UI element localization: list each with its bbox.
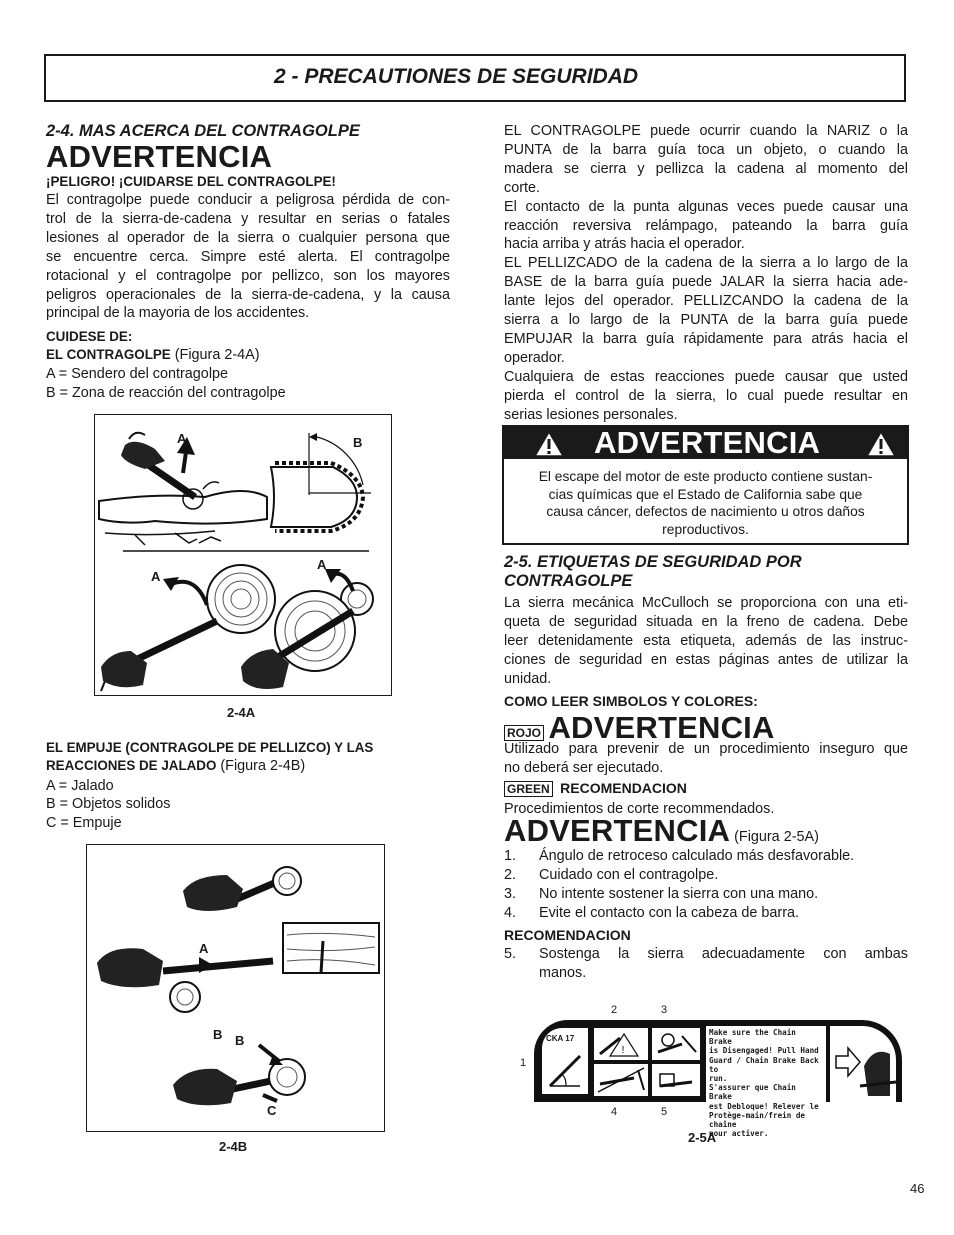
text-line: hacia arriba y atrás hacia el operador.	[504, 236, 745, 253]
legend-jalado: A = Jalado	[46, 778, 114, 794]
figure-2-4b	[86, 844, 385, 1154]
text-line: run.	[709, 1074, 728, 1084]
callout-number: 3	[661, 1004, 668, 1016]
figure-label: C	[267, 1103, 277, 1118]
callout-number: 4	[611, 1106, 618, 1118]
text-line: El contacto de la punta algunas veces puede causar una	[504, 198, 908, 215]
figure-ref: (Figura 2-5A)	[730, 829, 819, 845]
california-warning-box	[502, 425, 909, 545]
text-line: El contragolpe puede conducir a peligrosa pérdida de con-	[46, 192, 450, 208]
text-line: se encuentre cerca. Simpre esté alerta. El contragolpe	[46, 248, 450, 265]
advertencia-heading-3: ADVERTENCIA	[504, 813, 731, 848]
figure-caption: 2-4A	[227, 705, 256, 720]
figure-2-4a	[94, 414, 392, 720]
peligro-heading: ¡PELIGRO! ¡CUIDARSE DEL CONTRAGOLPE!	[46, 174, 336, 189]
legend-empuje: C = Empuje	[46, 815, 122, 831]
text-line: reproductivos.	[662, 521, 749, 537]
figure-2-4a-drawing	[95, 415, 391, 695]
advertencia-heading-1: ADVERTENCIA	[46, 139, 273, 174]
warning-triangle-icon	[534, 431, 564, 457]
figure-label: B	[213, 1027, 223, 1042]
text-line: madera se cierra y pellizca la cadena al momento del	[504, 160, 908, 177]
label-paragraph	[504, 594, 908, 689]
bar-tip-panel	[594, 1064, 648, 1096]
text-line: unidad.	[504, 670, 552, 687]
legend-a: A = Sendero del contragolpe	[46, 366, 229, 382]
text-line: EL PELLIZCADO de la cadena de la sierra a lo largo de la	[504, 255, 908, 272]
one-hand-prohibited-icon	[652, 1028, 700, 1060]
text-line: queta de seguridad situada en la freno de cadena. Debe	[504, 613, 908, 630]
kickback-paragraph	[46, 191, 450, 323]
list-item: 5. Sostenga la sierra adecuadamente con ambas	[504, 946, 908, 962]
text-line: cias químicas que el Estado de California sabe que	[548, 486, 863, 502]
warning-triangle-icon	[866, 431, 896, 457]
list-item: 1. Ángulo de retroceso calculado más desfavorable.	[504, 848, 855, 864]
text-line: reacción reversiva relámpago, pateando la barra guía	[504, 217, 908, 234]
text-line: Utilizado para prevenir de un procedimiento inseguro que	[504, 741, 908, 757]
figure-ref: (Figura 2-4A)	[170, 347, 260, 363]
legend-b: B = Zona de reacción del contragolpe	[46, 385, 286, 401]
text-line: lesiones al operador de la sierra o cualquier persona que	[46, 229, 450, 246]
callout-number: 2	[611, 1004, 618, 1016]
figure-caption: 2-5A	[688, 1130, 717, 1145]
recomendacion-heading-2: RECOMENDACION	[504, 927, 631, 943]
cka-label: CKA 17	[546, 1034, 575, 1043]
rojo-tag: ROJO	[504, 725, 544, 741]
text-line: Guard / Chain Brake Back to	[709, 1055, 819, 1074]
svg-text:!: !	[621, 1045, 625, 1056]
text-line: S'assurer que Chain Brake	[709, 1083, 796, 1102]
text-line: La sierra mecánica McCulloch se proporciona con una eti-	[504, 595, 908, 611]
section-header	[44, 54, 906, 102]
recomendacion-heading: RECOMENDACION	[560, 780, 687, 796]
procedimientos-text: Procedimientos de corte recommendados.	[504, 801, 775, 817]
text-line: causa cáncer, defectos de nacimiento u otros daños	[546, 504, 865, 520]
text-line: Make sure the Chain Brake	[709, 1028, 796, 1047]
legend-objetos: B = Objetos solidos	[46, 796, 171, 812]
figure-label: B	[235, 1033, 245, 1048]
text-line: peligros operacionales de la sierra-de-cadena, y la causa	[46, 286, 450, 303]
figure-label: A	[199, 941, 209, 956]
text-line: lante lejos del operador. PELLIZCANDO la cadena de la	[504, 293, 908, 310]
chain-brake-arrow-icon	[830, 1026, 896, 1102]
text-line: operador.	[504, 349, 565, 366]
text-line: leer detenidamente esta etiqueta, además de las instruc-	[504, 632, 908, 649]
text-line: pierda el control de la sierra, lo cual puede resultar en	[504, 387, 908, 404]
callout-number: 1	[520, 1057, 527, 1069]
chain-brake-text-panel	[706, 1026, 826, 1139]
text-line: serias lesiones personales.	[504, 406, 678, 423]
recommendation-list	[504, 945, 908, 983]
figure-caption: 2-4B	[219, 1139, 248, 1154]
page-number: 46	[910, 1181, 925, 1196]
kickback-warning-panel	[594, 1028, 648, 1060]
text-line: PUNTA de la barra guía toca un objeto, o cuando la	[504, 141, 908, 158]
list-item: 2. Cuidado con el contragolpe.	[504, 867, 719, 883]
text-line: El escape del motor de este producto contiene sustan-	[538, 469, 873, 484]
green-recomendacion-row	[504, 779, 687, 798]
advertencia-figure-row	[504, 815, 819, 847]
figure-label: A	[151, 569, 161, 584]
cuidese-heading: CUIDESE DE:	[46, 329, 133, 344]
text-line: EL CONTRAGOLPE puede ocurrir cuando la NARIZ o la	[504, 123, 908, 139]
empuje-heading-line2	[46, 757, 305, 776]
symbol-list	[504, 847, 854, 923]
kickback-angle-icon	[546, 1050, 584, 1090]
advertencia-heading-2: ADVERTENCIA	[548, 710, 775, 745]
list-item: 4. Evite el contacto con la cabeza de barra.	[504, 905, 799, 921]
bar-tip-contact-icon	[594, 1064, 648, 1096]
kickback-warning-icon	[594, 1028, 648, 1060]
chain-brake-icon-panel	[830, 1026, 896, 1102]
contragolpe-bold: EL CONTRAGOLPE	[46, 347, 171, 362]
list-item-continuation: manos.	[539, 965, 587, 981]
section-2-5-heading-2: CONTRAGOLPE	[504, 572, 633, 590]
text-line: Cualquiera de estas reacciones puede causar que usted	[504, 368, 908, 385]
hold-saw-icon	[652, 1064, 700, 1096]
text-line: ciones de seguridad en estas páginas antes de utilizar la	[504, 651, 908, 668]
text-line: principal de la mayoria de los accidentes.	[46, 305, 310, 322]
section-title: 2 - PRECAUTIONES DE SEGURIDAD	[274, 65, 639, 88]
como-leer-heading: COMO LEER SIMBOLOS Y COLORES:	[504, 693, 758, 709]
warning-banner-title: ADVERTENCIA	[594, 425, 821, 460]
figure-label: A	[317, 557, 327, 572]
warning-banner	[504, 427, 907, 459]
contragolpe-paragraph-1	[504, 122, 908, 425]
figure-label: B	[353, 435, 363, 450]
contragolpe-line	[46, 346, 260, 365]
text-line: Protège-main/frein de chaîne	[709, 1110, 806, 1130]
empuje-heading-line1: EL EMPUJE (CONTRAGOLPE DE PELLIZCO) Y LAS	[46, 740, 374, 755]
figure-ref: (Figura 2-4B)	[216, 758, 306, 774]
text-line: pour activer.	[709, 1129, 769, 1139]
text-line: trol de la sierra-de-cadena y resultar en serias o fatales	[46, 210, 450, 227]
text-line: est Debloque! Relever le	[709, 1101, 819, 1111]
figure-2-4b-drawing	[87, 845, 384, 1131]
kickback-angle-panel	[542, 1028, 588, 1094]
text-line: BASE de la barra guía puede JALAR la sierra hacia ade-	[504, 274, 908, 291]
callout-number: 5	[661, 1106, 668, 1118]
two-hands-panel	[652, 1028, 700, 1060]
section-2-5-heading-1: 2-5. ETIQUETAS DE SEGURIDAD POR	[504, 553, 802, 571]
text-line: corte.	[504, 179, 540, 196]
text-line: no deberá ser ejecutado.	[504, 760, 664, 776]
figure-label: A	[177, 431, 187, 446]
text-line: EMPUJAR la barra guía rápidamente para atrás hacia el	[504, 330, 908, 347]
text-line: is Disengaged! Pull Hand	[709, 1046, 819, 1056]
figure-2-5a	[512, 1000, 912, 1150]
text-line: sierra a lo largo de la PUNTA de la barra guía puede	[504, 312, 908, 329]
green-tag: GREEN	[504, 781, 553, 797]
hold-saw-panel	[652, 1064, 700, 1096]
empuje-bold: REACCIONES DE JALADO	[46, 758, 217, 773]
list-item: 3. No intente sostener la sierra con una mano.	[504, 886, 819, 902]
text-line: rotacional y el contragolpe por pellizco, son los mayores	[46, 267, 450, 284]
warning-text	[504, 468, 907, 538]
section-2-4-heading: 2-4. MAS ACERCA DEL CONTRAGOLPE	[46, 122, 360, 140]
